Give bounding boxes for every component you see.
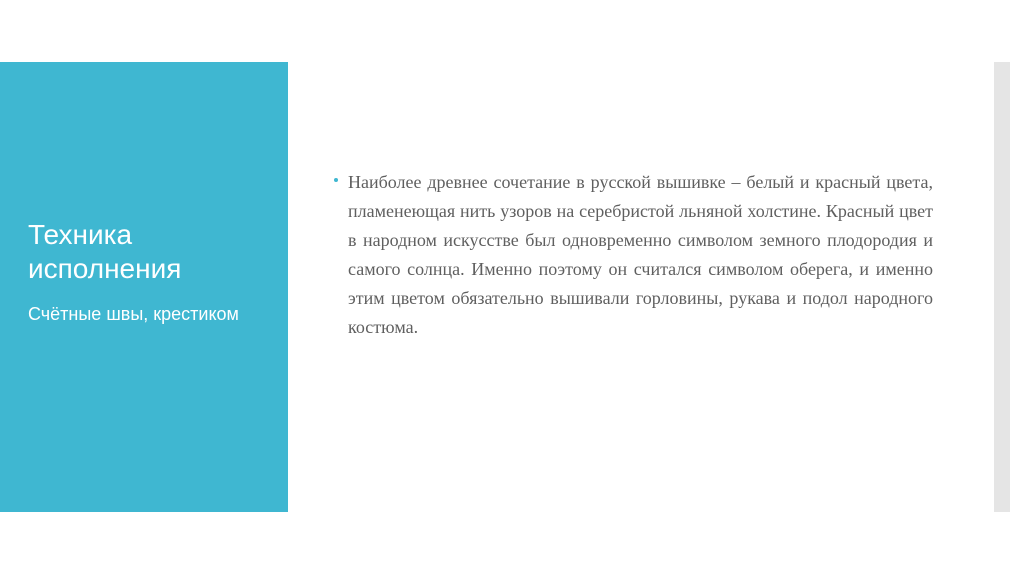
slide-title: Техника исполнения	[28, 219, 182, 284]
scrollbar-track[interactable]	[994, 62, 1010, 512]
slide-subtitle: Счётные швы, крестиком	[28, 304, 239, 324]
bullet-item	[334, 168, 934, 342]
title-panel	[0, 62, 288, 512]
slide-content	[334, 168, 934, 342]
bullet-icon	[334, 178, 338, 182]
bullet-text: Наиболее древнее сочетание в русской вышивке – белый и красный цвета, пламенеющая нить узоров на серебристой льняной холстине. Красный цвет в народном искусстве был одновременно символом земного плодородия и самого солнца. Именно поэтому он считался символом оберега, и именно этим цветом обязательно вышивали горловины, рукава и подол народного костюма.	[348, 172, 933, 337]
